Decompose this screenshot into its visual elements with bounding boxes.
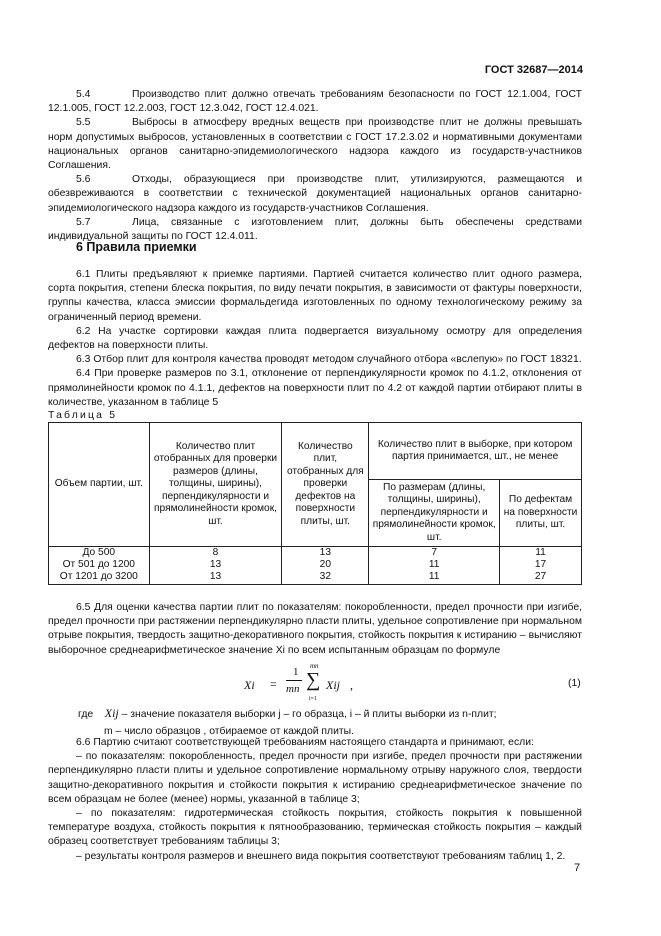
table-row: От 501 до 1200 13 20 11 17 <box>49 559 582 571</box>
paragraph-6-2: 6.2 На участке сортировки каждая плита подвергается визуальному осмотру для определения дефектов на поверхности плиты. <box>48 325 582 352</box>
table-header-accept-by-size: По размерам (длины, толщины, ширины), перпендикулярности и прямолинейности кромок, шт. <box>369 480 500 547</box>
paragraph-6-3: 6.3 Отбор плит для контроля качества проводят методом случайного отбора «вслепую» по ГОСТ 18321. <box>76 354 582 366</box>
where-line-2: m – число образцов , отбираемое от каждой плиты. <box>104 726 355 738</box>
list-item: – по показателям: гидротермическая стойкость покрытия, стойкость покрытия к повышенной температуре воздуха, стойкость покрытия к пятнообразованию, термическая стойкость покрытия – каждый образец соответствует требованиям таблицы 3; <box>48 808 582 848</box>
paragraph-6-4: 6.4 При проверке размеров по 3.1, отклонение от перпендикулярности кромок по 4.1.2, отклонения от прямолинейности кромок по 4.1.1, дефектов на поверхности плит по 4.2 от каждой партии отбирают плиты в количестве, указанном в таблице 5 <box>48 368 582 408</box>
table-row: От 1201 до 3200 13 32 11 27 <box>49 571 582 584</box>
table-5 <box>48 422 582 585</box>
table-row: До 500 8 13 7 11 <box>49 547 582 560</box>
list-item: – по показателям: покоробленность, предел прочности при изгибе, предел прочности при растяжении перпендикулярно пласти плиты и удельное сопротивление нормальному отрыву наружного слоя, твердости защитно-декоративного покрытия и стойкости покрытия к истиранию среднеарифметическое значение по всем образцам не более (менее) нормы, указанной в таблице 3; <box>48 751 582 805</box>
fraction-bar <box>286 680 302 681</box>
section5-items <box>48 88 582 244</box>
paragraph-6-6: 6.6 Партию считают соответствующей требованиям настоящего стандарта и принимают, если: – по показателям: покоробленность, предел прочности при изгибе, предел прочности при растяжении перпендикулярно пласти плиты и удельное сопротивление нормальному отрыву наружного слоя, твердости защитно-декоративного покрытия и стойкости покрытия к истиранию среднеарифметическое значение по всем образцам не более (менее) нормы, указанной в таблице 3; – по показателям: гидротермическая стойкость покрытия, стойкость покрытия к повышенной температуре воздуха, стойкость покрытия к пятнообразованию, термическая стойкость покрытия – каждый образец соответствует требованиям таблицы 3; – результаты контроля размеров и внешнего вида покрытия соответствуют требованиям таблиц 1, 2. <box>48 736 582 864</box>
section6-paragraphs <box>48 268 582 410</box>
document-code-header: ГОСТ 32687—2014 <box>484 64 583 76</box>
table-5-caption: Таблица 5 <box>48 410 118 421</box>
table-header-accept-group: Количество плит в выборке, при котором партия принимается, шт., не менее <box>369 423 582 480</box>
formula-explanation <box>78 706 582 739</box>
formula-number: (1) <box>568 678 581 689</box>
paragraph-6-5: 6.5 Для оценки качества партии плит по показателям: покоробленности, предел прочности при изгибе, предел прочности при растяжении перпендикулярно пласти плиты, удельное сопротивление при нормальном отрыве покрытия, твердость защитно-декоративного покрытия, стойкость покрытия к истиранию – вычисляют выборочное среднеарифметическое значение Xi по всем испытанным образцам по формуле <box>48 602 582 656</box>
item-5-6: 5.6 Отходы, образующиеся при производстве плит, утилизируются, размещаются и обезвреживаются в соответствии с технической документацией национальных органов санитарно-эпидемиологического надзора каждого из государств-участников Соглашения. <box>48 174 582 214</box>
item-5-5: 5.5 Выбросы в атмосферу вредных веществ при производстве плит не должны превышать норм допустимых выбросов, установленных в соответствии с ГОСТ 17.2.3.02 и нормативными документами национальных органов санитарно-эпидемиологического надзора каждого из государств-участников Соглашения. <box>48 117 582 172</box>
where-line-1: где Xij – значение показателя выборки j – го образца, i – й плиты выборки из n-плит; <box>78 706 497 720</box>
table-header-batch-volume: Объем партии, шт. <box>49 423 150 547</box>
formula-mean-value: Xi = 1 mn mn ∑ i=1 Xij , <box>244 662 353 702</box>
table-header-sampled-size-check: Количество плит отобранных для проверки размеров (длины, толщины, ширины), перпендикулярности и прямолинейности кромок, шт. <box>149 423 282 547</box>
paragraph-6-1: 6.1 Плиты предъявляют к приемке партиями. Партией считается количество плит одного размера, сорта покрытия, степени блеска покрытия, по виду печати покрытия, в зависимости от фактуры поверхности, группы качества, класса эмиссии формальдегида изготовленных по одному технологическому режиму за ограниченный период времени. <box>48 269 582 323</box>
item-5-7: 5.7 Лица, связанные с изготовлением плит, должны быть обеспечены средствами индивидуальной защиты по ГОСТ 12.4.011. <box>48 216 582 243</box>
table-header-accept-by-defects: По дефектам на поверхности плиты, шт. <box>500 480 582 547</box>
list-item: – результаты контроля размеров и внешнего вида покрытия соответствуют требованиям таблиц 1, 2. <box>76 850 566 862</box>
item-5-4: 5.4 Производство плит должно отвечать требованиям безопасности по ГОСТ 12.1.004, ГОСТ 12.1.005, ГОСТ 12.2.003, ГОСТ 12.3.042, ГОСТ 12.4.021. <box>48 89 582 115</box>
section-6-heading: 6 Правила приемки <box>76 240 197 254</box>
table-header-sampled-defect-check: Количество плит, отобранных для проверки дефектов на поверхности плиты, шт. <box>282 423 369 547</box>
page-number: 7 <box>574 862 581 874</box>
